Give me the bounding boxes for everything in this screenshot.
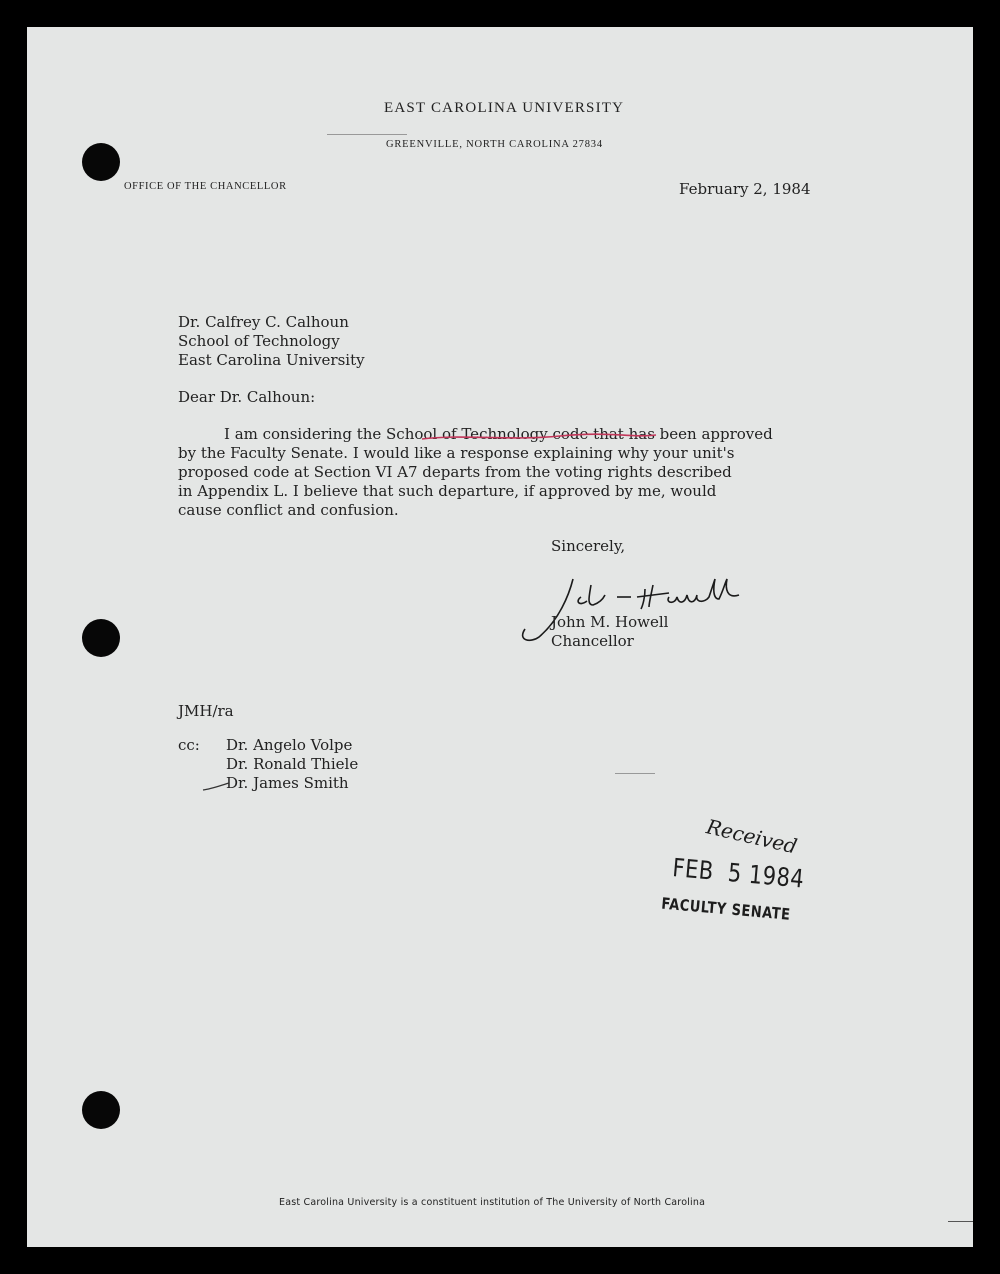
recipient-name: Dr. Calfrey C. Calhoun: [178, 313, 349, 331]
binder-hole-middle: [82, 619, 120, 657]
letter-page: [27, 27, 973, 1247]
paper-speck: [615, 773, 655, 774]
body-line-1-end: that has been approved: [588, 425, 773, 443]
cc-recipient: Dr. James Smith: [226, 774, 349, 792]
body-line-5: cause conflict and confusion.: [178, 501, 399, 519]
cc-recipient: Dr. Angelo Volpe: [226, 736, 353, 754]
cc-label: cc:: [178, 736, 200, 754]
binder-hole-bottom: [82, 1091, 120, 1129]
body-line-4: in Appendix L. I believe that such departure, if approved by me, would: [178, 482, 717, 500]
cc-recipient: Dr. Ronald Thiele: [226, 755, 359, 773]
signer-name: John M. Howell: [551, 613, 669, 631]
letterhead-rule: [327, 134, 407, 135]
university-name: EAST CAROLINA UNIVERSITY: [384, 100, 625, 116]
received-stamp: [657, 814, 807, 949]
letter-date: February 2, 1984: [679, 180, 811, 198]
paper-speck: [948, 1221, 973, 1222]
recipient-institution: East Carolina University: [178, 351, 365, 369]
signer-title: Chancellor: [551, 632, 634, 650]
binder-hole-top: [82, 143, 120, 181]
closing: Sincerely,: [551, 537, 626, 555]
red-underline-mark: [420, 431, 660, 443]
body-line-2: by the Faculty Senate. I would like a response explaining why your unit's: [178, 444, 735, 462]
stamp-date: FEB 5 1984: [671, 853, 806, 894]
recipient-address: [178, 313, 365, 370]
stamp-received: Received: [704, 814, 800, 859]
cc-check-mark: [201, 779, 231, 793]
university-address: GREENVILLE, NORTH CAROLINA 27834: [386, 139, 603, 150]
salutation: Dear Dr. Calhoun:: [178, 388, 316, 406]
highlighted-phrase: School of Technology code: [386, 425, 589, 443]
body-line-3: proposed code at Section VI A7 departs from the voting rights described: [178, 463, 732, 481]
stamp-office: FACULTY SENATE: [660, 895, 792, 925]
cc-list: [226, 736, 358, 793]
footer-note: East Carolina University is a constituent institution of The University of North Carolina: [279, 1197, 706, 1208]
typist-initials: JMH/ra: [178, 702, 234, 720]
office-of-chancellor: OFFICE OF THE CHANCELLOR: [124, 181, 287, 192]
signature-block: [551, 613, 668, 651]
recipient-unit: School of Technology: [178, 332, 340, 350]
body-line-1-start: I am considering the: [224, 425, 387, 443]
